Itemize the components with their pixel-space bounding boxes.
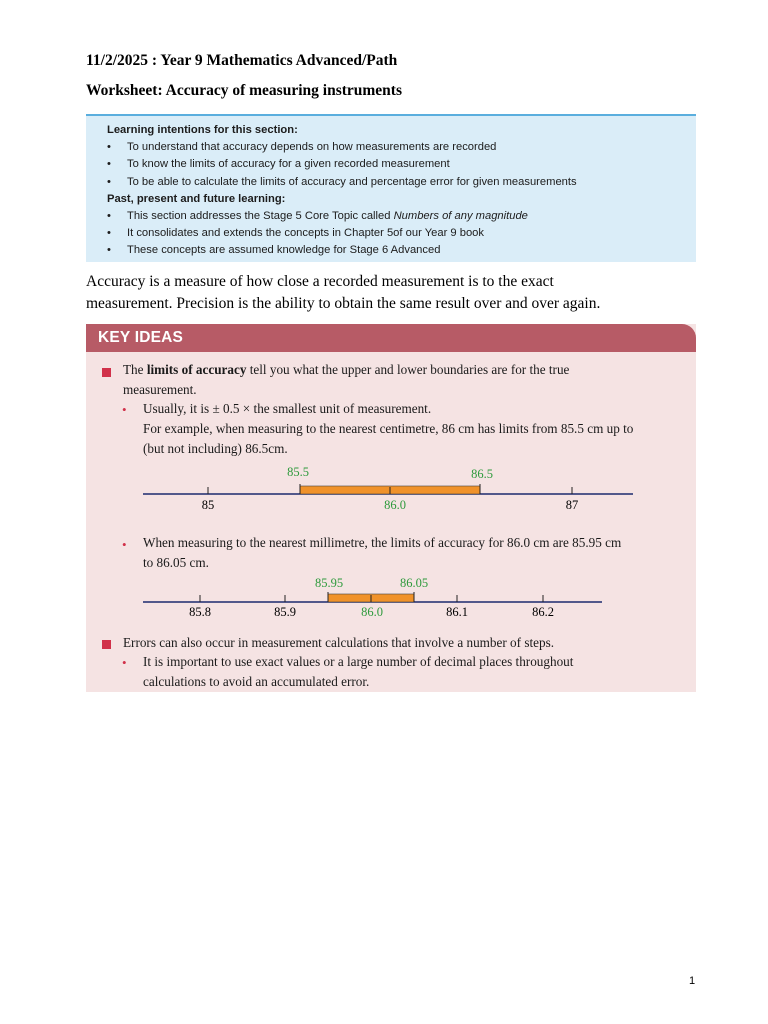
intro-line: Accuracy is a measure of how close a recorded measurement is to the exact [86,273,554,290]
round-bullet-icon: • [122,402,127,417]
key-ideas-title: KEY IDEAS [98,329,184,346]
round-bullet-icon: • [122,537,127,552]
tick-label: 85.8 [189,605,211,619]
errors-paragraph: Errors can also occur in measurement calculations that involve a number of steps. [123,635,555,650]
millimetre-example: When measuring to the nearest millimetre, the limits of accuracy for 86.0 cm are 85.95 cm [143,535,622,550]
learning-context-item [107,208,696,225]
upper-limit-label: 86.5 [471,467,493,481]
intro-paragraph [86,271,706,315]
usually-rule: Usually, it is ± 0.5 × the smallest unit of measurement. [143,401,432,416]
millimetre-example-cont: to 86.05 cm. [143,555,209,570]
past-present-future-heading: Past, present and future learning: [107,192,286,205]
learning-intentions-heading: Learning intentions for this section: [107,124,298,136]
tick-label-center: 86.0 [361,605,383,619]
worksheet-title: Worksheet: Accuracy of measuring instruments [86,82,402,99]
tick-label: 86.1 [446,605,468,619]
worksheet-date-title: 11/2/2025 : Year 9 Mathematics Advanced/Path [86,52,398,69]
centimetre-example: For example, when measuring to the nearest centimetre, 86 cm has limits from 85.5 cm up to [143,421,634,436]
stage5-topic-text: This section addresses the Stage 5 Core Topic called [127,209,394,222]
centimetre-example-cont: (but not including) 86.5cm. [143,441,288,456]
upper-limit-label: 86.05 [399,576,429,590]
key-ideas-box [86,324,696,692]
learning-intention-item: • To be able to calculate the limits of accuracy and percentage error for given measurements [107,174,696,191]
page-number: 1 [689,975,696,987]
square-bullet-icon [102,640,111,649]
lower-limit-label: 85.5 [287,465,309,479]
learning-intentions-box [86,114,696,262]
tick-label: 87 [565,498,579,512]
limits-of-accuracy-term: limits of accuracy [146,362,247,377]
learning-intention-item: • To understand that accuracy depends on how measurements are recorded [107,139,696,156]
tick-label: 86.2 [532,605,554,619]
tick-label: 85 [201,498,215,512]
tick-label: 85.9 [274,605,296,619]
intro-line: measurement. Precision is the ability to obtain the same result over and over again. [86,295,601,312]
exact-values-advice: It is important to use exact values or a large number of decimal places throughout [143,654,574,669]
text-span: tell you what the upper and lower boundaries are for the true [246,362,570,377]
exact-values-advice-cont: calculations to avoid an accumulated error. [143,674,370,689]
lower-limit-label: 85.95 [314,576,344,590]
learning-context-item: • It consolidates and extends the concepts in Chapter 5of our Year 9 book [107,225,696,242]
text-span: The [123,362,147,377]
round-bullet-icon: • [122,655,127,670]
topic-name: Numbers of any magnitude [393,209,528,222]
limits-definition-cont: measurement. [123,382,197,397]
tick-label-center: 86.0 [384,498,406,512]
learning-intention-item: • To know the limits of accuracy for a given recorded measurement [107,156,696,173]
learning-context-item: • These concepts are assumed knowledge for Stage 6 Advanced [107,242,696,259]
